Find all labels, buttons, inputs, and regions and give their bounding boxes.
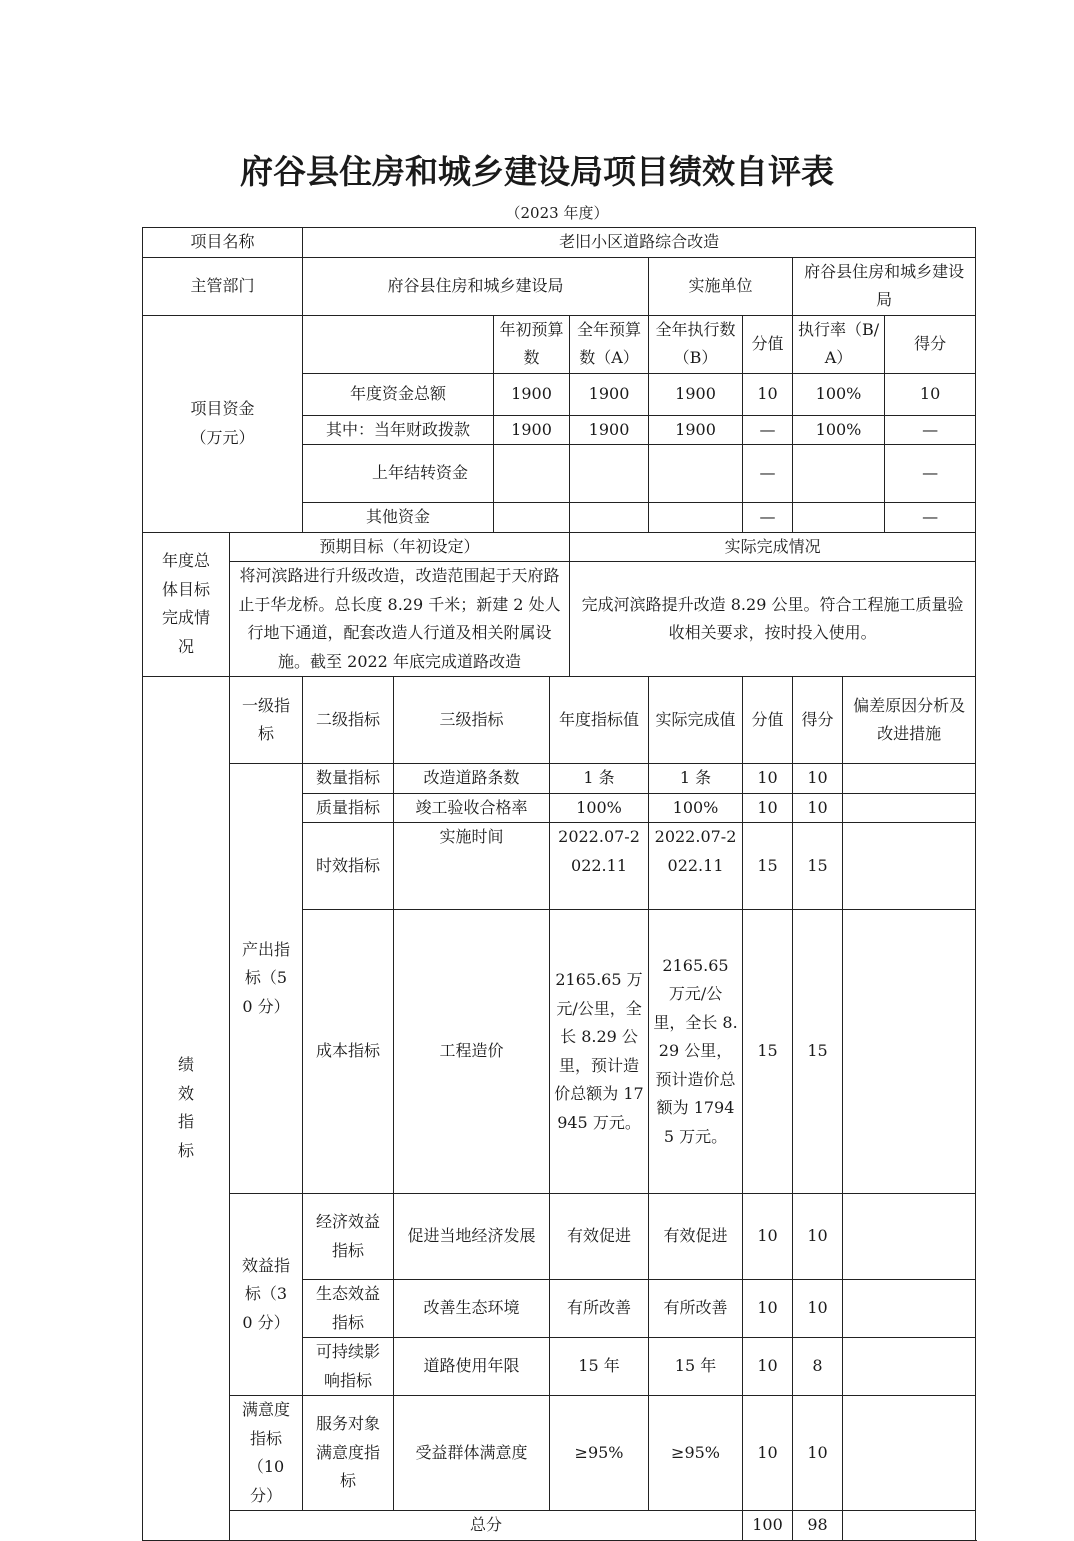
- level3-cell: 道路使用年限: [394, 1338, 550, 1396]
- level3-cell: 促进当地经济发展: [394, 1194, 550, 1280]
- executed-cell: 1900: [649, 373, 743, 415]
- goals-content-row: [143, 562, 976, 677]
- implementing-unit-value: 府谷县住房和城乡建设局: [793, 257, 976, 315]
- goals-header-row: [143, 532, 976, 562]
- deviation-cell: [843, 764, 976, 794]
- score-value-header: 分值: [743, 315, 793, 373]
- level2-cell: 可持续影响指标: [303, 1338, 394, 1396]
- level3-cell: 工程造价: [394, 910, 550, 1194]
- actual-completion-header: 实际完成情况: [570, 532, 976, 562]
- actual-value-cell: ≥95%: [649, 1396, 743, 1511]
- score-cell: 10: [793, 1396, 843, 1511]
- score-cell: —: [885, 445, 976, 503]
- full-budget-cell: 1900: [570, 415, 649, 445]
- execution-rate-cell: [793, 503, 885, 533]
- score-value-cell: 10: [743, 1396, 793, 1511]
- deviation-cell: [843, 910, 976, 1194]
- actual-value-cell: 15 年: [649, 1338, 743, 1396]
- deviation-cell: [843, 1280, 976, 1338]
- annual-value-cell: ≥95%: [550, 1396, 649, 1511]
- level2-cell: 成本指标: [303, 910, 394, 1194]
- score-value-cell: —: [743, 445, 793, 503]
- actual-value-cell: 有所改善: [649, 1280, 743, 1338]
- department-label: 主管部门: [143, 257, 303, 315]
- total-score: 98: [793, 1511, 843, 1541]
- score-value-cell: —: [743, 503, 793, 533]
- project-name-label: 项目名称: [143, 228, 303, 258]
- annual-value-cell: 有效促进: [550, 1194, 649, 1280]
- level1-header: 一级指标: [230, 677, 303, 764]
- initial-budget-cell: [494, 445, 570, 503]
- score-cell: —: [885, 503, 976, 533]
- indicator-row: [143, 1396, 976, 1511]
- deviation-cell: [843, 1396, 976, 1511]
- score-cell: —: [885, 415, 976, 445]
- deviation-cell: [843, 823, 976, 910]
- score-value-cell: —: [743, 415, 793, 445]
- level3-cell: 实施时间: [394, 823, 550, 910]
- deviation-header: 偏差原因分析及改进措施: [843, 677, 976, 764]
- level3-cell: 竣工验收合格率: [394, 793, 550, 823]
- funds-label-line1: 项目资金: [190, 399, 255, 418]
- level3-cell: 受益群体满意度: [394, 1396, 550, 1511]
- annual-value-cell: 2022.07-2022.11: [550, 823, 649, 910]
- total-deviation: [843, 1511, 976, 1541]
- funds-label: [143, 315, 303, 532]
- actual-value-cell: 100%: [649, 793, 743, 823]
- department-row: [143, 257, 976, 315]
- funds-row-label: 年度资金总额: [303, 373, 494, 415]
- score-value-cell: 10: [743, 764, 793, 794]
- full-budget-cell: 1900: [570, 373, 649, 415]
- annual-value-cell: 2165.65 万元/公里，全长 8.29 公里，预计造价总额为 17945 万元。: [550, 910, 649, 1194]
- expected-goal-text: 将河滨路进行升级改造，改造范围起于天府路止于华龙桥。总长度 8.29 千米；新建 2 处人行地下通道，配套改造人行道及相关附属设施。截至 2022 年底完成道路改造: [230, 562, 570, 677]
- annual-value-cell: 15 年: [550, 1338, 649, 1396]
- indicators-label: 绩效指标: [143, 677, 230, 1541]
- level2-cell: 质量指标: [303, 793, 394, 823]
- score-value-cell: 10: [743, 1338, 793, 1396]
- deviation-cell: [843, 793, 976, 823]
- benefit-group-label: 效益指标（30 分）: [230, 1194, 303, 1396]
- funds-label-line2: （万元）: [190, 427, 255, 447]
- funds-header-row: [143, 315, 976, 373]
- score-value-cell: 10: [743, 1194, 793, 1280]
- department-value: 府谷县住房和城乡建设局: [303, 257, 649, 315]
- initial-budget-cell: 1900: [494, 415, 570, 445]
- full-budget-cell: [570, 445, 649, 503]
- level2-cell: 数量指标: [303, 764, 394, 794]
- score-cell: 10: [793, 1280, 843, 1338]
- funds-row-label: 其中：当年财政拨款: [303, 415, 494, 445]
- full-budget-header: 全年预算数（A）: [570, 315, 649, 373]
- actual-value-header: 实际完成值: [649, 677, 743, 764]
- score-value-cell: 15: [743, 910, 793, 1194]
- deviation-cell: [843, 1338, 976, 1396]
- page-title: 府谷县住房和城乡建设局项目绩效自评表: [240, 152, 834, 191]
- level3-header: 三级指标: [394, 677, 550, 764]
- score-value-cell: 10: [743, 1280, 793, 1338]
- score-value-cell: 10: [743, 373, 793, 415]
- total-value: 100: [743, 1511, 793, 1541]
- evaluation-table: [142, 227, 976, 1541]
- indicator-row: [143, 1194, 976, 1280]
- level3-cell: 改造道路条数: [394, 764, 550, 794]
- executed-cell: [649, 503, 743, 533]
- annual-value-cell: 100%: [550, 793, 649, 823]
- executed-cell: [649, 445, 743, 503]
- implementing-unit-label: 实施单位: [649, 257, 793, 315]
- execution-rate-cell: 100%: [793, 373, 885, 415]
- score-cell: 15: [793, 910, 843, 1194]
- score-cell: 8: [793, 1338, 843, 1396]
- total-label: 总分: [230, 1511, 743, 1541]
- output-group-label: 产出指标（50 分）: [230, 764, 303, 1194]
- total-row: [143, 1511, 976, 1541]
- level3-cell: 改善生态环境: [394, 1280, 550, 1338]
- initial-budget-header: 年初预算数: [494, 315, 570, 373]
- score-value-cell: 15: [743, 823, 793, 910]
- score-value-header: 分值: [743, 677, 793, 764]
- initial-budget-cell: 1900: [494, 373, 570, 415]
- score-cell: 10: [793, 1194, 843, 1280]
- project-name-row: [143, 228, 976, 258]
- page-subtitle: （2023 年度）: [505, 204, 609, 222]
- goals-label: 年度总体目标完成情况: [143, 532, 230, 677]
- actual-completion-text: 完成河滨路提升改造 8.29 公里。符合工程施工质量验收相关要求，按时投入使用。: [570, 562, 976, 677]
- indicators-header-row: [143, 677, 976, 764]
- actual-value-cell: 有效促进: [649, 1194, 743, 1280]
- executed-header: 全年执行数（B）: [649, 315, 743, 373]
- annual-value-cell: 1 条: [550, 764, 649, 794]
- expected-goal-header: 预期目标（年初设定）: [230, 532, 570, 562]
- level2-cell: 生态效益指标: [303, 1280, 394, 1338]
- satisfaction-group-label: 满意度指标（10 分）: [230, 1396, 303, 1511]
- funds-row-label: 上年结转资金: [303, 445, 494, 503]
- funds-header-blank: [303, 315, 494, 373]
- score-header: 得分: [793, 677, 843, 764]
- score-cell: 10: [885, 373, 976, 415]
- score-cell: 10: [793, 764, 843, 794]
- actual-value-cell: 1 条: [649, 764, 743, 794]
- indicator-row: [143, 764, 976, 794]
- score-cell: 10: [793, 793, 843, 823]
- full-budget-cell: [570, 503, 649, 533]
- actual-value-cell: 2022.07-2022.11: [649, 823, 743, 910]
- level2-header: 二级指标: [303, 677, 394, 764]
- initial-budget-cell: [494, 503, 570, 533]
- execution-rate-header: 执行率（B/A）: [793, 315, 885, 373]
- score-cell: 15: [793, 823, 843, 910]
- execution-rate-cell: [793, 445, 885, 503]
- execution-rate-cell: 100%: [793, 415, 885, 445]
- level2-cell: 服务对象满意度指标: [303, 1396, 394, 1511]
- annual-value-header: 年度指标值: [550, 677, 649, 764]
- score-value-cell: 10: [743, 793, 793, 823]
- project-name-value: 老旧小区道路综合改造: [303, 228, 976, 258]
- deviation-cell: [843, 1194, 976, 1280]
- funds-row-label: 其他资金: [303, 503, 494, 533]
- actual-value-cell: 2165.65 万元/公里，全长 8.29 公里，预计造价总额为 17945 万元。: [649, 910, 743, 1194]
- annual-value-cell: 有所改善: [550, 1280, 649, 1338]
- executed-cell: 1900: [649, 415, 743, 445]
- level2-cell: 时效指标: [303, 823, 394, 910]
- score-header: 得分: [885, 315, 976, 373]
- level2-cell: 经济效益指标: [303, 1194, 394, 1280]
